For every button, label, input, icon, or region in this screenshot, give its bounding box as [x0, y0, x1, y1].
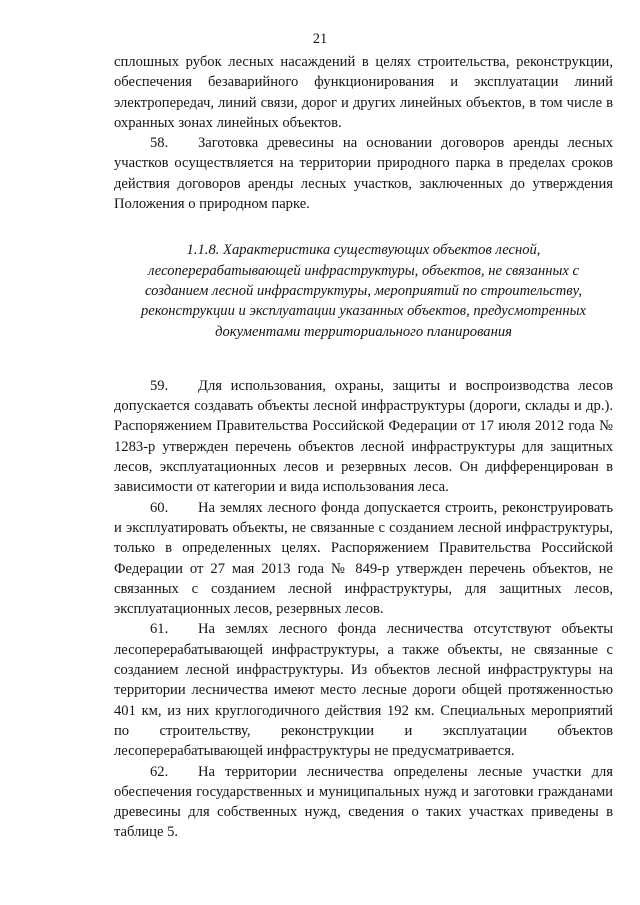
heading-line: документами территориального планирования [215, 323, 512, 340]
heading-line: созданием лесной инфраструктуры, мероприятий по строительству, [144, 282, 583, 299]
paragraph-text: На землях лесного фонда лесничества отсутствуют объекты лесоперерабатывающей инфраструктуры, а также объекты, не связанные с созданием лесной инфраструктуры. Из объектов лесной инфраструктуры на территории лесничества имеют место лесные дороги общей протяженностью 401 км, из них круглогодичного действия 192 км. Специальных мероприятий по строительству, реконструкции и эксплуатации объектов лесоперерабатывающей инфраструктуры не предусматривается. [114, 621, 613, 760]
spacer [114, 342, 613, 376]
heading-line: лесоперерабатывающей инфраструктуры, объектов, не связанных с [148, 262, 579, 279]
paragraph-continued: сплошных рубок лесных насаждений в целях строительства, реконструкции, обеспечения безаварийного функционирования и эксплуатации линий электропередач, линий связи, дорог и других линейных объектов, в том числе в охранных зонах линейных объектов. [114, 54, 613, 131]
paragraph-number: 60. [150, 499, 169, 516]
paragraph-text: На землях лесного фонда допускается строить, реконструировать и эксплуатировать объекты, не связанные с созданием лесной инфраструктуры, только в определенных целях. Распоряжением Правительства Российской Федерации от 27 мая 2013 года № 849-р утвержден перечень объектов, не связанных с созданием лесной инфраструктуры, для защитных лесов, эксплуатационных лесов, резервных лесов. [114, 499, 613, 618]
paragraph-59 [114, 376, 613, 498]
paragraph-number: 61. [150, 621, 169, 638]
heading-line: реконструкции и эксплуатации указанных объектов, предусмотренных [140, 303, 587, 320]
document-body [114, 52, 613, 843]
paragraph-text: На территории лесничества определены лесные участки для обеспечения государственных и муниципальных нужд и заготовки гражданами древесины для собственных нужд, сведения о таких участках приведены в таблице 5. [114, 763, 613, 841]
paragraph-60 [114, 498, 613, 620]
paragraph-number: 58. [150, 135, 169, 152]
page-number: 21 [312, 31, 328, 47]
paragraph-62 [114, 762, 613, 843]
paragraph-number: 59. [150, 377, 169, 394]
paragraph-number: 62. [150, 763, 169, 780]
paragraph-58 [114, 133, 613, 214]
paragraph-61 [114, 619, 613, 761]
section-heading [124, 240, 603, 341]
paragraph-text: Заготовка древесины на основании договоров аренды лесных участков осуществляется на территории природного парка в пределах сроков действия договоров аренды лесных участков, заключенных до утверждения Положения о природном парке. [114, 135, 613, 213]
paragraph-text: Для использования, охраны, защиты и воспроизводства лесов допускается создавать объекты лесной инфраструктуры (дороги, склады и др.). Распоряжением Правительства Российской Федерации от 17 июля 2012 года № 1283-р утвержден перечень объектов лесной инфраструктуры для защитных лесов, эксплуатационных лесов и резервных лесов. Он дифференцирован в зависимости от категории и вида использования леса. [114, 377, 613, 496]
heading-line: 1.1.8. Характеристика существующих объектов лесной, [186, 242, 541, 259]
